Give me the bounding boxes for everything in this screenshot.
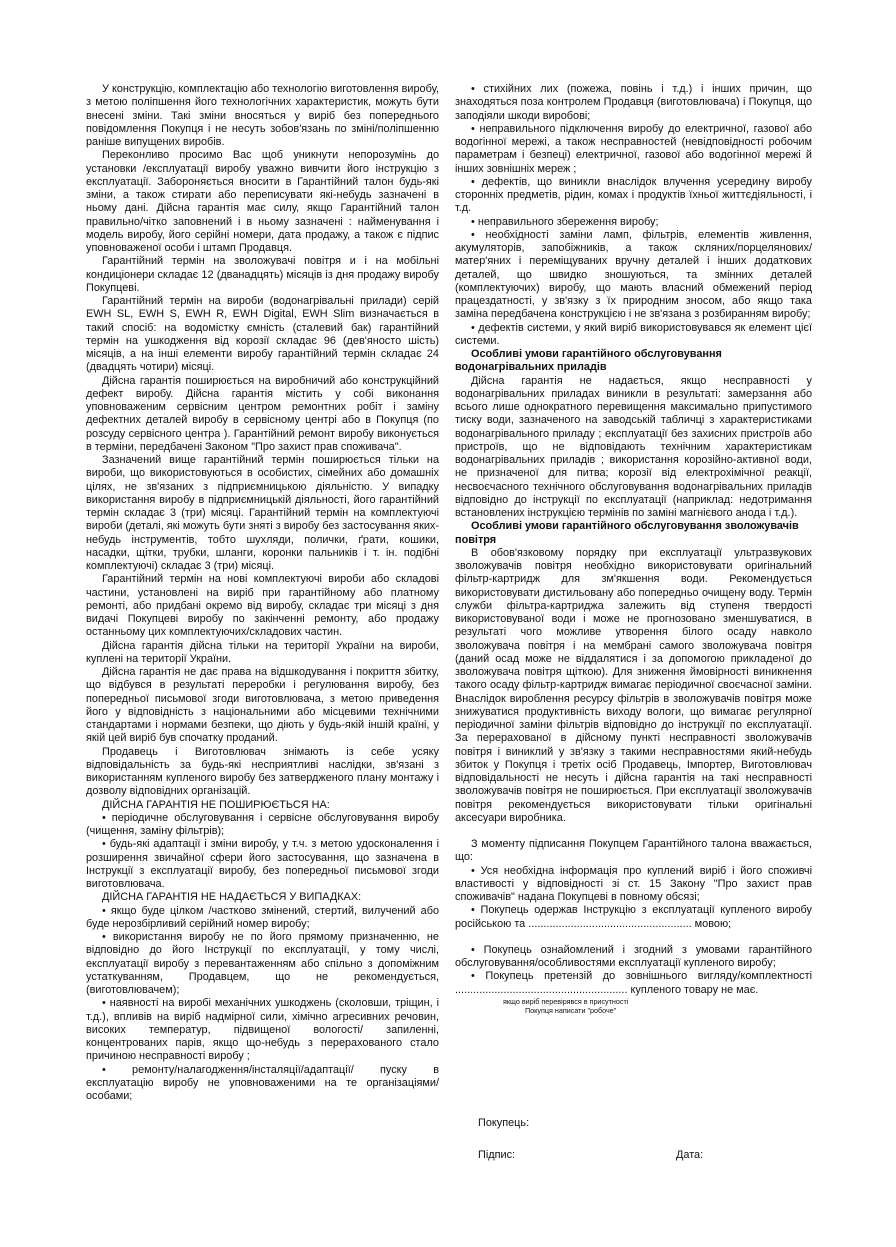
paragraph: • Покупець претензій до зовнішнього вигляду/комплектності ......................................................... купленого товару не має. [455, 970, 812, 996]
paragraph: Продавець і Виготовлювач знімають із себе усяку відповідальність за будь-які несприятливі наслідки, зв'язані з використанням купленого виробу без затвердженого плану монтажу і дозволу відповідних організацій. [86, 745, 439, 798]
presence-note [503, 997, 812, 1015]
section-heading: Особливі умови гарантійного обслуговування водонагрівальних приладів [455, 348, 722, 374]
note-line: Покупця написати "робоче" [525, 1005, 617, 1015]
right-column [455, 83, 812, 1015]
paragraph: • стихійних лих (пожежа, повінь і т.д.) і інших причин, що знаходяться поза контролем Продавця (виготовлювача) і Покупця, що заподіяли шкоди виробові; [455, 83, 812, 122]
paragraph: В обов'язковому порядку при експлуатації ультразвукових зволожувачів повітря необхідно використовувати оригінальний фільтр-картридж для зм'якшення води. Рекомендується використовувати дистильовану або попередньо очищену воду. Термін служби фільтра-картриджа залежить від ступеня твердості використовуваної води і може не прогнозовано зменшуватися, в результаті чого можливе утворення білого осаду навколо зволожувача повітря і на мембрані самого зволожувача повітря (даний осад може не віддалятися і за допомогою прикладеної до зволожувача повітря щіткою). Для зниження ймовірності виникнення такого осаду фільтр-картридж вимагає періодичної своєчасної заміни. Внаслідок вироблення ресурсу фільтрів в зволожувачів повітря може знижуватися продуктивність виходу вологи, що вимагає регулярної періодичної заміни фільтрів відповідно до інструкції по експлуатації. За перерахованої в дійсному пункті несправності зволожувачів повітря і виниклий у зв'язку з такими несправностями який-небудь збиток у Покупця і третіх осіб Продавець, Імпортер, Виготовлювач відповідальності не несуть і дійсна гарантія на такі несправності зволожувачів повітря не поширюється. При експлуатації зволожувачів повітря рекомендується використовувати тільки оригінальні аксесуари виробника. [455, 546, 812, 824]
paragraph: • дефектів системи, у який виріб використовувався як елемент цієї системи. [455, 321, 812, 347]
paragraph: ДІЙСНА ГАРАНТІЯ НЕ ПОШИРЮЄТЬСЯ НА: [102, 798, 330, 811]
paragraph: Переконливо просимо Вас щоб уникнути непорозумінь до установки /експлуатації виробу уважно вивчити його інструкцію з експлуатації. Забороняється вносити в Гарантійний талон будь-які зміни, а також стирати або переписувати які-небудь зазначені в ньому дані. Дійсна гарантія має силу, якщо Гарантійний талон правильно/чітко заповнений і в ньому зазначені : найменування і модель виробу, його серійні номери, дата продажу, а також є підпис уповноваженої особи і штамп Продавця. [86, 149, 439, 254]
paragraph: Дійсна гарантія дійсна тільки на території України на вироби, куплені на території України. [86, 639, 439, 665]
buyer-label: Покупець: [478, 1117, 530, 1129]
paragraph: У конструкцію, комплектацію або технологію виготовлення виробу, з метою поліпшення його технологічних характеристик, можуть бути внесені зміни. Такі зміни вносяться у виріб без попереднього повідомлення Покупця і не несуть зобов'язань по зміні/поліпшенню раніше випущених виробів. [86, 83, 439, 148]
paragraph: • періодичне обслуговування і сервісне обслуговування виробу (чищення, заміну фільтрів); [86, 811, 439, 837]
spacer [455, 931, 812, 944]
paragraph: • ремонту/налагодження/інсталяції/адаптації/ пуску в експлуатацію виробу не уповноваженими на те організаціями/особами; [86, 1063, 439, 1102]
left-column [86, 83, 439, 1103]
paragraph: • наявності на виробі механічних ушкоджень (сколовши, тріщин, і т.д.), впливів на виріб надмірної сили, хімічно агресивних речовин, високих температур, підвищеної вологості/ запиленні, концентрованих парів, якщо що-небудь з перерахованого стало причиною несправності виробу ; [86, 997, 439, 1063]
paragraph: Гарантійний термін на вироби (водонагрівальні прилади) серій EWH SL, EWH S, EWH R, EWH Digital, EWH Slim визначається в такий спосіб: на водомістку ємність (сталевий бак) гарантійний термін на ушкодження від корозії складає 96 (дев'яносто шість) місяців, а на інші елементи виробу гарантійний термін складає 24 (двадцять чотири) місяці. [86, 295, 439, 374]
paragraph: З моменту підписання Покупцем Гарантійного талона вважається, що: [455, 838, 812, 864]
paragraph: • необхідності заміни ламп, фільтрів, елементів живлення, акумуляторів, запобіжників, а також скляних/порцелянових/матер'яних і переміщуваних вручну деталей і інших додаткових деталей, що швидко зношуються, та змінних деталей (комплектуючих) виробу, що мають власний обмежений період працездатності, у зв'язку з їх природним зносом, або якщо така заміна передбачена конструкцією і не зв'язана з розбиранням виробу; [455, 228, 812, 321]
paragraph: Зазначений вище гарантійний термін поширюється тільки на вироби, що використовуються в особистих, сімейних або домашніх цілях, не зв'язаних з підприємницькою діяльністю. У випадку використання виробу в підприємницькій діяльності, його гарантійний термін складає 3 (три) місяці. Гарантійний термін на комплектуючі вироби (деталі, які можуть бути зняті з виробу без застосування яких-небудь інструментів, тобто шухляди, полички, ґрати, кошики, насадки, щітки, трубки, шланги, коронки пальників і т. ін. подібні комплектуючі) складає 3 (три) місяці. [86, 454, 439, 572]
paragraph: Дійсна гарантія не дає права на відшкодування і покриття збитку, що відбувся в результаті переробки і регулювання виробу, без попередньої письмової згоди виготовлювача, з метою приведення його у відповідність з національними або місцевими технічними стандартами і нормами безпеки, що діють у будь-якій іншій країні, у якій цей виріб був спочатку проданий. [86, 666, 439, 745]
date-label: Дата: [676, 1149, 704, 1161]
spacer [455, 825, 812, 838]
paragraph: • якщо буде цілком /частково змінений, стертий, вилучений або буде нерозбірливий серійний номер виробу; [86, 904, 439, 930]
paragraph: • Уся необхідна інформація про куплений виріб і його споживчі властивості у відповідності зі ст. 15 Закону "Про захист прав споживачів" надана Покупцеві в повному обсязі; [455, 864, 812, 903]
paragraph: • будь-які адаптації і зміни виробу, у т.ч. з метою удосконалення і розширення звичайної сфери його застосування, що зазначена в Інструкції з експлуатації виробу, без попередньої письмової згоди виготовлювача. [86, 838, 439, 890]
paragraph: • Покупець ознайомлений і згодний з умовами гарантійного обслуговування/особливостями експлуатації купленого виробу; [455, 943, 812, 969]
paragraph: Дійсна гарантія не надається, якщо несправності у водонагрівальних приладах виникли в результаті: замерзання або всього лише однократного перевищення максимально припустимого тиску води, зазначеного на заводській табличці з характеристиками водонагрівального приладу ; експлуатації без захисних пристроїв або пристроїв, що не відповідають технічним характеристикам водонагрівальних приладів ; використання корозійно-активної води, не призначеної для питва; корозії від електрохімічної реакції, несвоєчасного технічного обслуговування водонагрівальних приладів відповідно до інструкції по експлуатації (наприклад: недотримання встановлених інструкцією термінів по заміні магнієвого анода і т.д.). [455, 374, 812, 519]
paragraph: • дефектів, що виникли внаслідок влучення усередину виробу сторонніх предметів, рідин, комах і продуктів їхньої життєдіяльності, і т.д. [455, 175, 812, 215]
paragraph: • використання виробу не по його прямому призначенню, не відповідно до його Інструкції по експлуатації, у тому числі, експлуатації виробу з перевантаженням або спільно з допоміжним устаткуванням, Продавцем, що не рекомендується, (виготовлювачем); [86, 931, 439, 996]
paragraph: • неправильного підключення виробу до електричної, газової або водогінної мережі, а також несправностей (невідповідності робочим параметрам і безпеці) електричної, газової або водогінної мережі й інших зовнішніх мереж ; [455, 122, 812, 175]
paragraph: • неправильного збереження виробу; [471, 215, 659, 228]
note-line: якщо виріб перевірявся в присутності [503, 996, 629, 1006]
paragraph: • Покупець одержав Інструкцію з експлуатації купленого виробу російською та ...................................................... мовою; [455, 904, 812, 930]
section-heading: Особливі умови гарантійного обслуговування зволожувачів повітря [455, 520, 799, 546]
paragraph: Гарантійний термін на нові комплектуючі вироби або складові частини, установлені на виріб при гарантійному або платному ремонті, або придбані окремо від виробу, складає три місяці з дня видачі Покупцеві виробу по закінченні ремонту, або продажу останньому цих комплектуючих/складових частин. [86, 573, 439, 639]
signature-label: Підпис: [478, 1149, 516, 1161]
paragraph: Дійсна гарантія поширюється на виробничий або конструкційний дефект виробу. Дійсна гарантія містить у собі виконання уповноваженим сервісним центром ремонтних робіт і заміну дефектних деталей виробу в сервісному центрі або в Покупця (по розсуду сервісного центра ). Гарантійний ремонт виробу виконується в терміни, передбачені Законом "Про захист прав споживача". [86, 374, 439, 453]
paragraph: Гарантійний термін на зволожувачі повітря и і на мобільні кондиціонери складає 12 (дванадцять) місяців із дня продажу виробу Покупцеві. [86, 255, 439, 294]
paragraph: ДІЙСНА ГАРАНТІЯ НЕ НАДАЄТЬСЯ У ВИПАДКАХ: [102, 891, 362, 904]
